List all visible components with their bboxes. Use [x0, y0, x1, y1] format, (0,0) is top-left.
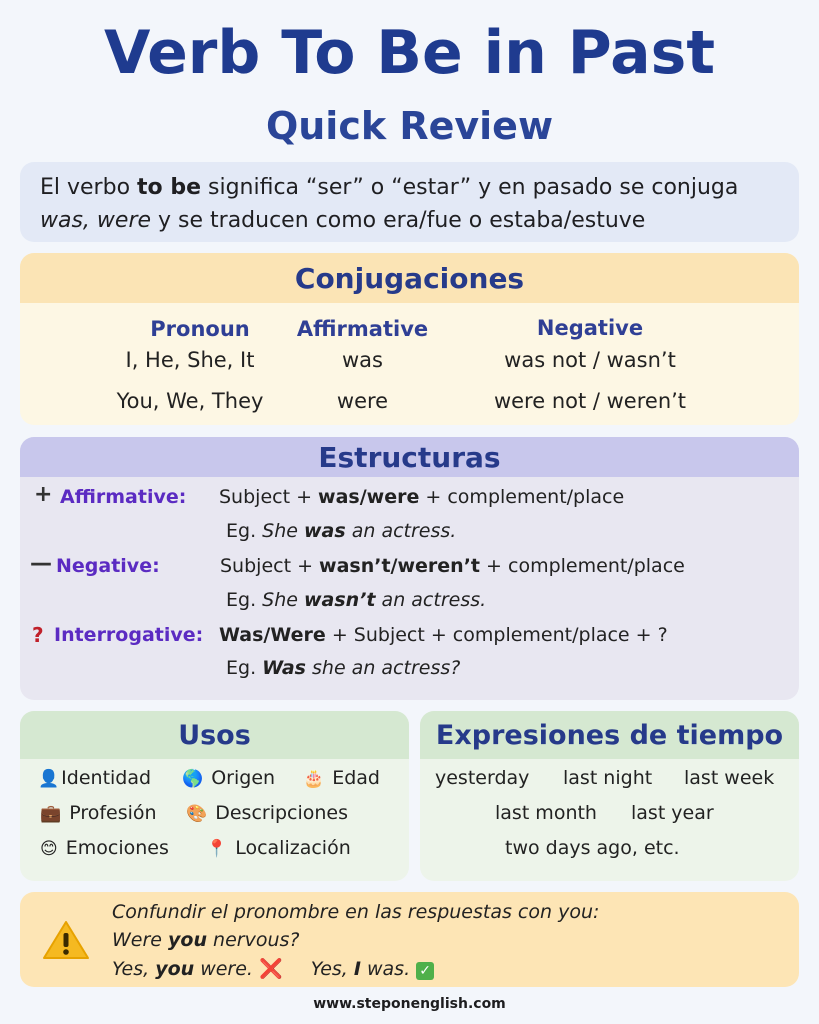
time-expression: last month	[495, 802, 597, 824]
time-expression: two days ago, etc.	[505, 837, 680, 859]
cake-icon: 🎂	[303, 769, 325, 789]
uso-label: Edad	[332, 767, 380, 789]
warning-bold: you	[155, 958, 195, 980]
affirmative-formula	[219, 486, 624, 508]
uso-item	[182, 767, 275, 789]
uso-item	[40, 837, 169, 859]
cross-icon: ❌	[259, 958, 283, 980]
uso-item	[303, 767, 380, 789]
warning-bold: I	[353, 958, 361, 980]
example-verb: wasn’t	[304, 589, 376, 611]
warning-text: was.	[360, 958, 417, 980]
uso-label: Emociones	[65, 837, 169, 859]
interrogative-formula	[219, 624, 668, 646]
warning-icon	[42, 920, 90, 960]
formula-verb: Was/Were	[219, 624, 326, 646]
example-text: an actress.	[375, 589, 487, 611]
example-prefix: Eg.	[226, 589, 263, 611]
conj-cell: were not / weren’t	[493, 389, 687, 413]
estructuras-title: Estructuras	[20, 437, 799, 477]
warning-text: were.	[194, 958, 260, 980]
example-text: She	[262, 589, 304, 611]
footer-url: www.steponenglish.com	[313, 996, 506, 1012]
intro-bold: to be	[137, 175, 201, 200]
minus-icon: —	[30, 551, 52, 576]
warning-text: nervous?	[207, 929, 300, 951]
interrogative-example	[226, 657, 460, 679]
formula-text: + complement/place	[419, 486, 625, 508]
uso-item	[40, 802, 157, 824]
negative-example	[226, 589, 486, 611]
estructuras-card	[20, 437, 799, 700]
header-negative: Negative	[536, 316, 644, 340]
warning-text: Yes,	[310, 958, 354, 980]
example-verb: was	[304, 520, 346, 542]
example-text: she an actress?	[305, 657, 461, 679]
uso-item	[38, 767, 151, 789]
warning-text: Were	[112, 929, 169, 951]
example-prefix: Eg.	[226, 657, 263, 679]
conj-cell: was not / wasn’t	[504, 348, 676, 372]
page-title: Verb To Be in Past	[103, 18, 716, 88]
uso-label: Identidad	[61, 767, 152, 789]
intro-text: significa “ser” o “estar” y en pasado se conjuga	[201, 175, 739, 200]
uso-item	[206, 837, 351, 859]
pin-icon: 📍	[206, 839, 228, 859]
uso-label: Descripciones	[215, 802, 349, 824]
usos-card	[20, 711, 409, 881]
interrogative-label: Interrogative:	[54, 624, 204, 646]
conj-cell: I, He, She, It	[125, 348, 255, 372]
formula-text: Subject +	[220, 555, 320, 577]
conj-cell: were	[336, 389, 389, 413]
warning-line-1: Confundir el pronombre en las respuestas con you:	[112, 901, 600, 923]
negative-label: Negative:	[56, 555, 160, 577]
conjugaciones-card	[20, 253, 799, 425]
intro-text: El verbo	[40, 175, 138, 200]
conj-cell: You, We, They	[116, 389, 264, 413]
formula-text: + complement/place	[480, 555, 685, 577]
warning-line-3	[112, 957, 434, 980]
formula-verb: was/were	[318, 486, 420, 508]
conj-cell: was	[342, 348, 383, 372]
time-expression: yesterday	[435, 767, 530, 789]
warning-bold: you	[168, 929, 207, 951]
affirmative-label: Affirmative:	[60, 486, 187, 508]
usos-title: Usos	[20, 711, 409, 759]
time-expression: last week	[684, 767, 775, 789]
expresiones-card	[420, 711, 799, 881]
formula-text: + Subject + complement/place + ?	[325, 624, 668, 646]
example-verb: Was	[262, 657, 306, 679]
globe-icon: 🌎	[182, 769, 204, 789]
page-subtitle: Quick Review	[265, 104, 554, 148]
example-text: an actress.	[345, 520, 457, 542]
example-prefix: Eg.	[226, 520, 263, 542]
time-expression: last night	[563, 767, 653, 789]
intro-italic: was, were	[40, 208, 152, 233]
affirmative-example	[226, 520, 456, 542]
conjugaciones-title: Conjugaciones	[20, 253, 799, 303]
uso-label: Localización	[235, 837, 351, 859]
uso-item	[186, 802, 348, 824]
warning-text: Yes,	[112, 958, 156, 980]
check-icon: ✓	[416, 962, 434, 980]
smile-icon: 😊	[40, 839, 58, 859]
example-text: She	[262, 520, 304, 542]
palette-icon: 🎨	[186, 804, 208, 824]
formula-verb: wasn’t/weren’t	[319, 555, 481, 577]
warning-line-2	[112, 929, 299, 951]
intro-box	[20, 162, 799, 242]
header-pronoun: Pronoun	[150, 317, 250, 341]
time-expression: last year	[631, 802, 714, 824]
plus-icon: +	[34, 482, 53, 507]
uso-label: Origen	[211, 767, 276, 789]
person-icon: 👤	[38, 769, 60, 789]
intro-line-1	[40, 171, 781, 204]
intro-text: y se traducen como era/fue o estaba/estuve	[151, 208, 646, 233]
header-affirmative: Affirmative	[296, 317, 429, 341]
uso-label: Profesión	[69, 802, 157, 824]
intro-line-2	[40, 204, 781, 237]
expresiones-title: Expresiones de tiempo	[420, 711, 799, 759]
warning-card	[20, 892, 799, 987]
question-icon: ?	[32, 623, 44, 647]
briefcase-icon: 💼	[40, 804, 62, 824]
negative-formula	[220, 555, 685, 577]
formula-text: Subject +	[219, 486, 319, 508]
